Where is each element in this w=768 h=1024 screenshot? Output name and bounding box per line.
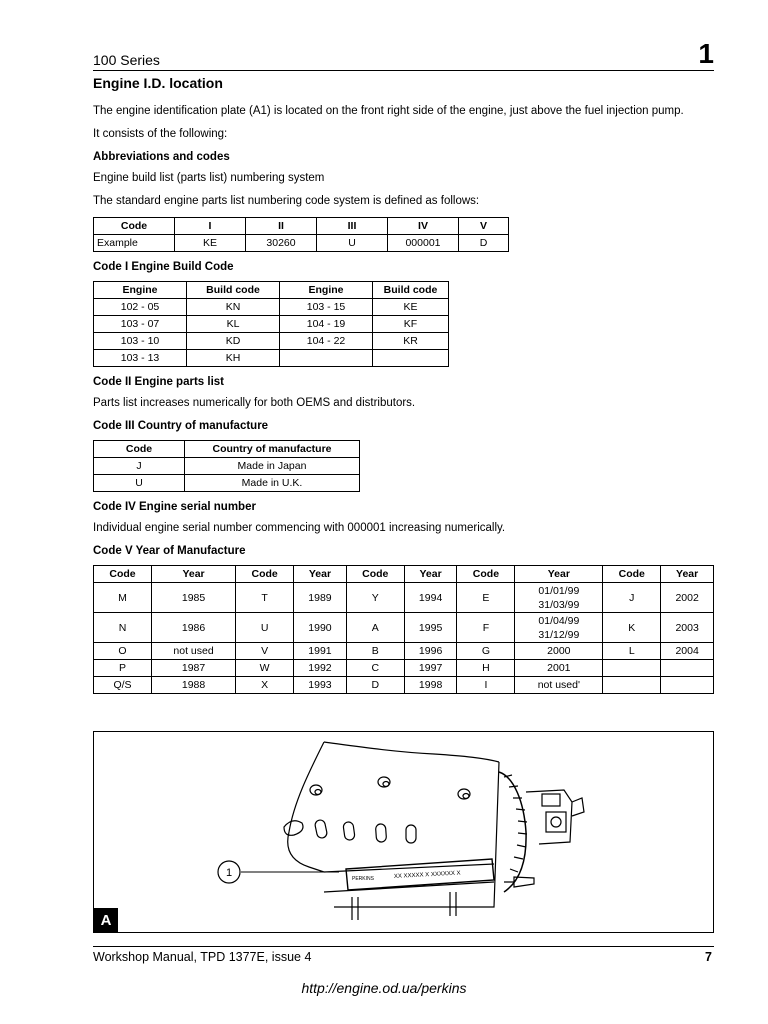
table-cell: 1994 [404, 583, 457, 613]
table-cell [373, 350, 449, 367]
table-header-row [94, 282, 449, 299]
table-cell: 102 - 05 [94, 299, 187, 316]
table-cell [661, 660, 714, 677]
plate-serial-text: XX XXXXX X XXXXXX X [393, 870, 461, 880]
table-cell: KL [187, 316, 280, 333]
table-cell: D [346, 677, 404, 694]
table-cell: X [236, 677, 294, 694]
table-cell: 1993 [294, 677, 347, 694]
table-cell: 103 - 10 [94, 333, 187, 350]
table-cell: E [457, 583, 515, 613]
engine-id-figure [93, 731, 714, 933]
table-header-row [94, 218, 509, 235]
table-cell: H [457, 660, 515, 677]
table-cell: U [236, 613, 294, 643]
table-header: Year [515, 566, 603, 583]
table-cell: 1992 [294, 660, 347, 677]
table-cell: 01/01/99 31/03/99 [515, 583, 603, 613]
table-header: Year [404, 566, 457, 583]
table-row [94, 235, 509, 252]
build-code-table [93, 281, 449, 367]
parts-list-text: Parts list increases numerically for both OEMS and distributors. [93, 397, 416, 409]
table-header: Engine [280, 282, 373, 299]
main-content [93, 74, 714, 702]
table-cell: L [603, 643, 661, 660]
figure-label: A [94, 908, 118, 932]
page-number: 7 [705, 950, 712, 964]
table-header: V [459, 218, 509, 235]
table-cell: U [317, 235, 388, 252]
table-header: II [246, 218, 317, 235]
table-cell: O [94, 643, 152, 660]
table-cell: KE [175, 235, 246, 252]
table-row [94, 643, 714, 660]
table-cell: 1991 [294, 643, 347, 660]
table-cell: 1986 [152, 613, 236, 643]
table-cell: G [457, 643, 515, 660]
serial-heading: Code IV Engine serial number [93, 501, 256, 513]
table-header: III [317, 218, 388, 235]
serial-text: Individual engine serial number commencing with 000001 increasing numerically. [93, 522, 506, 534]
table-cell: 1990 [294, 613, 347, 643]
table-header: Code [94, 441, 185, 458]
table-cell: D [459, 235, 509, 252]
table-cell: 104 - 22 [280, 333, 373, 350]
table-cell: J [603, 583, 661, 613]
country-heading: Code III Country of manufacture [93, 420, 269, 432]
table-header: I [175, 218, 246, 235]
table-cell: KF [373, 316, 449, 333]
table-header: Code [457, 566, 515, 583]
code-system-table [93, 217, 509, 252]
table-cell [661, 677, 714, 694]
table-cell: not used' [515, 677, 603, 694]
table-cell: P [94, 660, 152, 677]
table-cell: K [603, 613, 661, 643]
table-header: Year [294, 566, 347, 583]
table-cell: 1995 [404, 613, 457, 643]
table-header-row [94, 566, 714, 583]
table-row [94, 350, 449, 367]
footer-manual: Workshop Manual, TPD 1377E, issue 4 [93, 950, 312, 964]
table-cell: V [236, 643, 294, 660]
table-cell: KE [373, 299, 449, 316]
table-cell: 1985 [152, 583, 236, 613]
table-cell: 103 - 13 [94, 350, 187, 367]
table-header: Code [346, 566, 404, 583]
series-label: 100 Series [93, 52, 160, 68]
table-cell: 30260 [246, 235, 317, 252]
table-row [94, 316, 449, 333]
callout-number: 1 [225, 867, 233, 879]
table-header-row [94, 441, 360, 458]
table-header: Code [236, 566, 294, 583]
table-header: Year [152, 566, 236, 583]
table-cell: 104 - 19 [280, 316, 373, 333]
table-header: Build code [373, 282, 449, 299]
table-header: Engine [94, 282, 187, 299]
table-cell: KH [187, 350, 280, 367]
table-cell [280, 350, 373, 367]
table-header: IV [388, 218, 459, 235]
table-cell: B [346, 643, 404, 660]
table-cell: I [457, 677, 515, 694]
table-row [94, 613, 714, 643]
table-cell: F [457, 613, 515, 643]
table-row [94, 583, 714, 613]
table-header: Country of manufacture [185, 441, 360, 458]
build-code-heading: Code I Engine Build Code [93, 261, 234, 273]
table-cell: 2003 [661, 613, 714, 643]
table-cell: KR [373, 333, 449, 350]
table-cell: 1996 [404, 643, 457, 660]
table-cell: 103 - 15 [280, 299, 373, 316]
table-cell: A [346, 613, 404, 643]
numbering-paragraph: The standard engine parts list numbering code system is defined as follows: [93, 195, 480, 207]
table-cell: 1989 [294, 583, 347, 613]
table-row [94, 475, 360, 492]
table-cell: Q/S [94, 677, 152, 694]
table-header: Build code [187, 282, 280, 299]
header-rule [93, 70, 714, 71]
table-cell: M [94, 583, 152, 613]
table-cell [603, 660, 661, 677]
table-cell: 01/04/99 31/12/99 [515, 613, 603, 643]
table-cell: KD [187, 333, 280, 350]
table-row [94, 458, 360, 475]
country-table [93, 440, 360, 492]
year-heading: Code V Year of Manufacture [93, 545, 246, 557]
table-cell [603, 677, 661, 694]
table-cell: T [236, 583, 294, 613]
engine-illustration [94, 732, 713, 932]
table-cell: Y [346, 583, 404, 613]
abbreviations-heading: Abbreviations and codes [93, 151, 230, 163]
table-cell: KN [187, 299, 280, 316]
table-header: Year [661, 566, 714, 583]
table-cell: C [346, 660, 404, 677]
intro-paragraph: The engine identification plate (A1) is located on the front right side of the engine, just above the fuel injection pump. [93, 105, 684, 117]
table-cell: 2000 [515, 643, 603, 660]
table-cell: Made in U.K. [185, 475, 360, 492]
table-cell: Made in Japan [185, 458, 360, 475]
year-table [93, 565, 714, 694]
table-header: Code [94, 218, 175, 235]
table-cell: 2001 [515, 660, 603, 677]
table-cell: 103 - 07 [94, 316, 187, 333]
table-cell: 000001 [388, 235, 459, 252]
table-row [94, 333, 449, 350]
table-cell: U [94, 475, 185, 492]
table-header: Code [94, 566, 152, 583]
table-cell: N [94, 613, 152, 643]
table-cell: J [94, 458, 185, 475]
table-cell: 2002 [661, 583, 714, 613]
table-cell: 2004 [661, 643, 714, 660]
source-url[interactable]: http://engine.od.ua/perkins [301, 980, 467, 996]
footer-rule [93, 946, 714, 947]
parts-list-heading: Code II Engine parts list [93, 376, 224, 388]
table-header: Code [603, 566, 661, 583]
table-cell: not used [152, 643, 236, 660]
table-row [94, 299, 449, 316]
table-cell: W [236, 660, 294, 677]
table-cell: 1988 [152, 677, 236, 694]
table-cell: 1998 [404, 677, 457, 694]
table-row [94, 677, 714, 694]
consists-paragraph: It consists of the following: [93, 128, 228, 140]
build-list-paragraph: Engine build list (parts list) numbering system [93, 172, 325, 184]
plate-brand: PERKINS [352, 876, 374, 882]
chapter-number: 1 [698, 38, 714, 69]
page-title: Engine I.D. location [93, 75, 223, 91]
table-cell: 1987 [152, 660, 236, 677]
table-row [94, 660, 714, 677]
table-cell: 1997 [404, 660, 457, 677]
table-cell: Example [94, 235, 175, 252]
